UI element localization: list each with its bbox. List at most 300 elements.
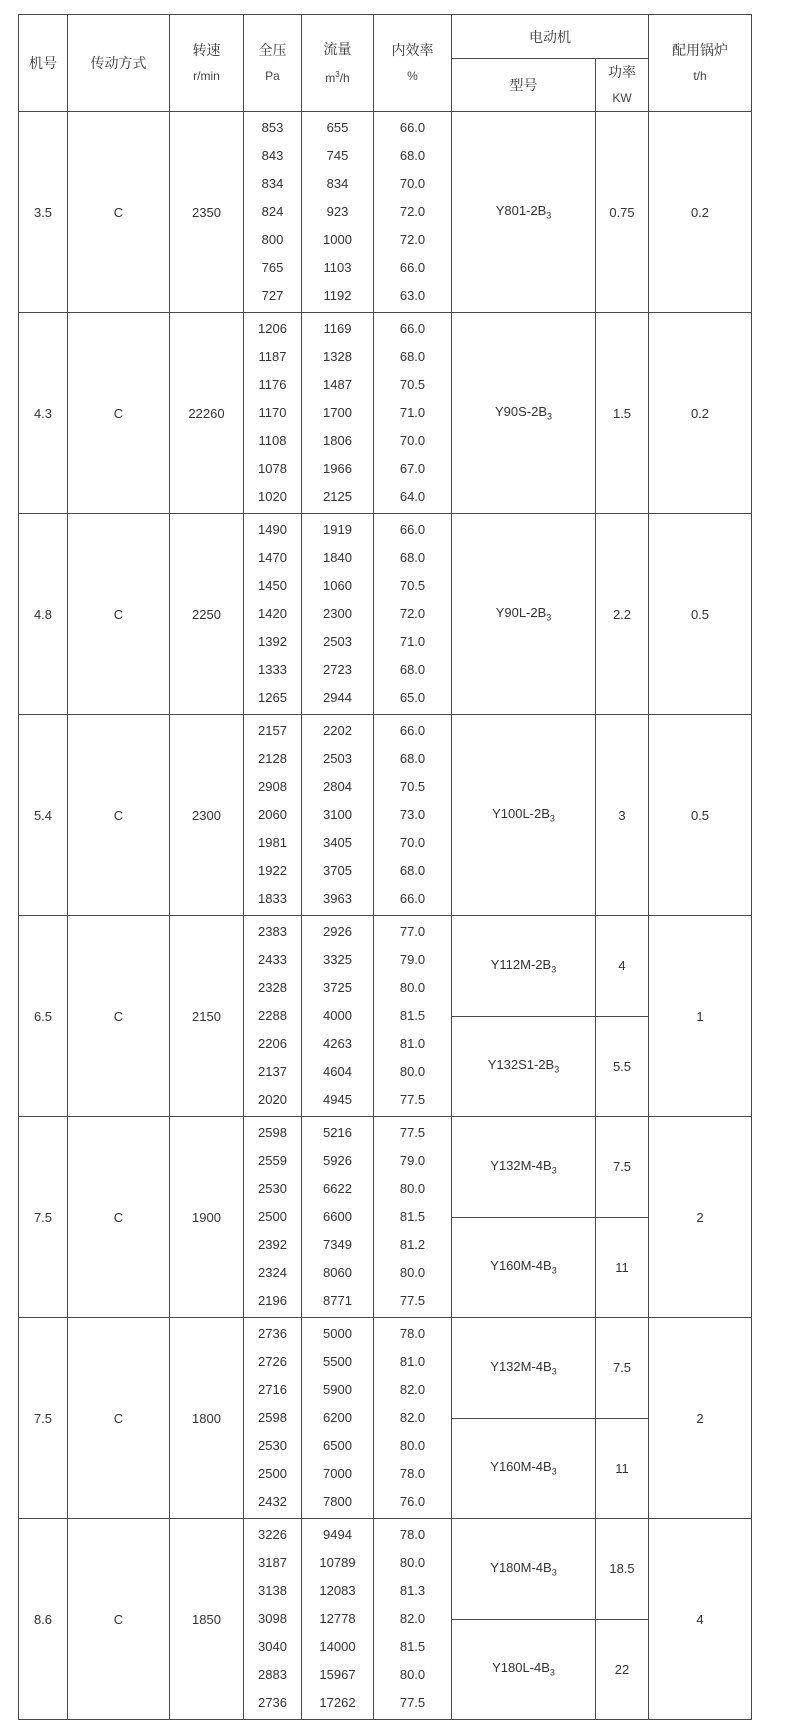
- speed-cell: [170, 514, 244, 715]
- col-header-motor: [452, 15, 649, 59]
- efficiency-cell-value: 63.0: [399, 288, 426, 303]
- efficiency-cell-value: 70.5: [399, 578, 426, 593]
- header-model-no-label: 机号: [29, 55, 57, 71]
- speed-cell: [170, 1117, 244, 1318]
- model-no-cell-text: 7.5: [33, 1209, 53, 1225]
- model-no-cell-text: 4.8: [33, 606, 53, 622]
- flow-cell-value: 1700: [323, 405, 352, 420]
- efficiency-cell-value: 73.0: [399, 807, 426, 822]
- efficiency-cell-value: 81.2: [399, 1237, 426, 1252]
- header-drive-label: 传动方式: [90, 55, 147, 71]
- boiler-cell: [649, 313, 752, 514]
- flow-cell-value: 7000: [323, 1466, 352, 1481]
- flow-cell-value: 1919: [323, 522, 352, 537]
- table-row: [19, 1117, 752, 1218]
- model-no-cell-text: 7.5: [33, 1410, 53, 1426]
- drive-cell: [68, 112, 170, 313]
- efficiency-cell: [374, 112, 452, 313]
- efficiency-cell-value: 76.0: [399, 1494, 426, 1509]
- flow-cell-value: 4945: [323, 1092, 352, 1107]
- boiler-cell-text: 0.2: [690, 405, 710, 421]
- pressure-cell-value: 2530: [258, 1438, 287, 1453]
- flow-cell-value: 15967: [319, 1667, 356, 1682]
- drive-cell-text: C: [113, 807, 124, 823]
- boiler-cell-text: 0.5: [690, 807, 710, 823]
- col-header-drive: [68, 15, 170, 112]
- table-row: [19, 514, 752, 715]
- flow-cell-value: 2926: [323, 924, 352, 939]
- power-cell: [596, 1217, 649, 1318]
- efficiency-cell-value: 65.0: [399, 690, 426, 705]
- drive-cell: [68, 1318, 170, 1519]
- pressure-cell-value: 1020: [258, 489, 287, 504]
- flow-cell-value: 6600: [323, 1209, 352, 1224]
- power-cell: [596, 1318, 649, 1419]
- flow-cell: [302, 715, 374, 916]
- table-row: [19, 715, 752, 916]
- pressure-cell-value: 1981: [258, 835, 287, 850]
- boiler-cell-text: 2: [696, 1209, 704, 1225]
- motor-model-subscript: 3: [551, 1266, 557, 1277]
- pressure-cell-value: 1450: [258, 578, 287, 593]
- drive-cell-text: C: [113, 1209, 124, 1225]
- flow-cell-value: 14000: [319, 1639, 356, 1654]
- pressure-cell-value: 2736: [258, 1326, 287, 1341]
- speed-cell: [170, 112, 244, 313]
- boiler-cell: [649, 916, 752, 1117]
- pressure-cell-value: 1833: [258, 891, 287, 906]
- efficiency-cell-value: 80.0: [399, 1064, 426, 1079]
- flow-cell-value: 5500: [323, 1354, 352, 1369]
- pressure-cell-value: 2559: [258, 1153, 287, 1168]
- speed-cell-text: 1900: [192, 1209, 221, 1225]
- boiler-cell-text: 1: [696, 1008, 704, 1024]
- pressure-cell-value: 1392: [258, 634, 287, 649]
- pressure-cell-value: 1206: [258, 321, 287, 336]
- header-motor-label: 电动机: [529, 28, 571, 45]
- pressure-cell-value: 1265: [258, 690, 287, 705]
- motor-model-subscript: 3: [551, 964, 557, 975]
- efficiency-cell: [374, 313, 452, 514]
- efficiency-cell-value: 81.5: [399, 1639, 426, 1654]
- efficiency-cell-value: 66.0: [399, 522, 426, 537]
- speed-cell-text: 2350: [192, 204, 221, 220]
- pressure-cell: [244, 916, 302, 1117]
- boiler-cell: [649, 514, 752, 715]
- power-cell-text: 0.75: [609, 204, 635, 220]
- pressure-cell: [244, 313, 302, 514]
- flow-cell-value: 3325: [323, 952, 352, 967]
- efficiency-cell: [374, 1519, 452, 1720]
- boiler-cell-text: 2: [696, 1410, 704, 1426]
- pressure-cell-value: 2383: [258, 924, 287, 939]
- efficiency-cell: [374, 1318, 452, 1519]
- flow-cell-value: 6622: [323, 1181, 352, 1196]
- efficiency-cell-value: 82.0: [399, 1410, 426, 1425]
- pressure-cell-value: 2726: [258, 1354, 287, 1369]
- power-cell-text: 18.5: [609, 1561, 635, 1577]
- efficiency-cell-value: 66.0: [399, 321, 426, 336]
- drive-cell-text: C: [113, 1008, 124, 1024]
- efficiency-cell-value: 72.0: [399, 606, 426, 621]
- pressure-cell-value: 2736: [258, 1695, 287, 1710]
- flow-cell-value: 7800: [323, 1494, 352, 1509]
- efficiency-cell-value: 71.0: [399, 634, 426, 649]
- header-power-unit: KW: [612, 91, 632, 105]
- motor-model-cell: [452, 112, 596, 313]
- header-flow-unit: $m^3/h$: [325, 69, 350, 85]
- flow-cell-value: 2944: [323, 690, 352, 705]
- flow-cell-value: 2804: [323, 779, 352, 794]
- header-motor-model-label: 型号: [509, 77, 538, 93]
- pressure-cell-value: 2433: [258, 952, 287, 967]
- pressure-cell-value: 2716: [258, 1382, 287, 1397]
- motor-model-subscript: 3: [549, 1668, 555, 1679]
- flow-cell-value: 1966: [323, 461, 352, 476]
- speed-cell-text: 2150: [192, 1008, 221, 1024]
- efficiency-cell-value: 66.0: [399, 891, 426, 906]
- boiler-cell: [649, 1318, 752, 1519]
- pressure-cell-value: 2500: [258, 1209, 287, 1224]
- drive-cell: [68, 715, 170, 916]
- efficiency-cell: [374, 916, 452, 1117]
- flow-cell: [302, 514, 374, 715]
- flow-cell-value: 834: [326, 176, 349, 191]
- pressure-cell: [244, 1519, 302, 1720]
- efficiency-cell-value: 80.0: [399, 1667, 426, 1682]
- flow-cell-value: 2125: [323, 489, 352, 504]
- efficiency-cell-value: 68.0: [399, 148, 426, 163]
- motor-model-cell: [452, 1016, 596, 1117]
- pressure-cell-value: 1333: [258, 662, 287, 677]
- efficiency-cell-value: 81.5: [399, 1008, 426, 1023]
- flow-cell-value: 8060: [323, 1265, 352, 1280]
- pressure-cell-value: 1470: [258, 550, 287, 565]
- efficiency-cell-value: 77.5: [399, 1695, 426, 1710]
- efficiency-cell-value: 80.0: [399, 1181, 426, 1196]
- flow-cell-value: 12083: [319, 1583, 356, 1598]
- power-cell: [596, 1619, 649, 1720]
- flow-cell-value: 655: [326, 120, 349, 135]
- efficiency-cell-value: 80.0: [399, 980, 426, 995]
- speed-cell-text: 2250: [192, 606, 221, 622]
- efficiency-cell-value: 66.0: [399, 723, 426, 738]
- flow-cell-value: 3705: [323, 863, 352, 878]
- pressure-cell-value: 2137: [258, 1064, 287, 1079]
- power-cell-text: 5.5: [612, 1058, 632, 1074]
- col-header-pressure: [244, 15, 302, 112]
- header-efficiency-label: 内效率: [391, 42, 434, 58]
- pressure-cell-value: 1490: [258, 522, 287, 537]
- speed-cell-text: 2300: [192, 807, 221, 823]
- pressure-cell-value: 2908: [258, 779, 287, 794]
- efficiency-cell: [374, 1117, 452, 1318]
- header-speed-label: 转速: [192, 42, 221, 58]
- efficiency-cell-value: 70.0: [399, 433, 426, 448]
- model-no-cell-text: 6.5: [33, 1008, 53, 1024]
- pressure-cell-value: 2206: [258, 1036, 287, 1051]
- col-header-power: [596, 59, 649, 112]
- header-speed-unit: r/min: [193, 69, 220, 83]
- motor-model-subscript: 3: [546, 612, 552, 623]
- model-no-cell-text: 3.5: [33, 204, 53, 220]
- efficiency-cell-value: 66.0: [399, 120, 426, 135]
- table-row: [19, 1318, 752, 1419]
- motor-model-subscript: 3: [547, 411, 553, 422]
- efficiency-cell-value: 77.5: [399, 1125, 426, 1140]
- motor-model-cell: [452, 715, 596, 916]
- col-header-efficiency: [374, 15, 452, 112]
- power-cell-text: 7.5: [612, 1159, 632, 1175]
- flow-cell-value: 1328: [323, 349, 352, 364]
- pressure-cell-value: 1922: [258, 863, 287, 878]
- efficiency-cell-value: 82.0: [399, 1382, 426, 1397]
- flow-cell-value: 4604: [323, 1064, 352, 1079]
- power-cell-text: 11: [615, 1460, 629, 1476]
- efficiency-cell-value: 71.0: [399, 405, 426, 420]
- efficiency-cell: [374, 715, 452, 916]
- header-boiler-label: 配用锅炉: [672, 42, 728, 58]
- table-body: [19, 15, 752, 1720]
- model-no-cell: [19, 514, 68, 715]
- fan-spec-table: [18, 14, 752, 1720]
- efficiency-cell-value: 70.0: [399, 835, 426, 850]
- motor-model-cell: [452, 1519, 596, 1620]
- drive-cell-text: C: [113, 204, 124, 220]
- header-efficiency-unit: %: [407, 69, 418, 83]
- flow-cell-value: 2503: [323, 751, 352, 766]
- pressure-cell-value: 1078: [258, 461, 287, 476]
- power-cell: [596, 916, 649, 1017]
- efficiency-cell-value: 77.5: [399, 1293, 426, 1308]
- motor-model-cell: [452, 1117, 596, 1218]
- efficiency-cell-value: 68.0: [399, 863, 426, 878]
- efficiency-cell-value: 81.3: [399, 1583, 426, 1598]
- efficiency-cell-value: 66.0: [399, 260, 426, 275]
- speed-cell: [170, 1318, 244, 1519]
- drive-cell-text: C: [113, 1611, 124, 1627]
- pressure-cell-value: 834: [261, 176, 284, 191]
- pressure-cell: [244, 715, 302, 916]
- efficiency-cell-value: 64.0: [399, 489, 426, 504]
- drive-cell-text: C: [113, 606, 124, 622]
- flow-cell-value: 3100: [323, 807, 352, 822]
- efficiency-cell-value: 80.0: [399, 1438, 426, 1453]
- efficiency-cell-value: 81.0: [399, 1036, 426, 1051]
- motor-model-cell: [452, 1418, 596, 1519]
- pressure-cell: [244, 514, 302, 715]
- motor-model-text: Y100L-2B: [492, 806, 550, 822]
- speed-cell: [170, 1519, 244, 1720]
- pressure-cell: [244, 1318, 302, 1519]
- drive-cell: [68, 916, 170, 1117]
- motor-model-cell: [452, 1217, 596, 1318]
- pressure-cell-value: 2392: [258, 1237, 287, 1252]
- motor-model-text: Y180M-4B: [490, 1559, 552, 1575]
- model-no-cell: [19, 313, 68, 514]
- flow-cell-value: 3405: [323, 835, 352, 850]
- header-pressure-unit: Pa: [265, 69, 280, 83]
- power-cell: [596, 715, 649, 916]
- speed-cell: [170, 313, 244, 514]
- flow-cell-value: 17262: [319, 1695, 356, 1710]
- power-cell-text: 1.5: [612, 405, 632, 421]
- motor-model-subscript: 3: [551, 1567, 557, 1578]
- efficiency-cell-value: 68.0: [399, 662, 426, 677]
- flow-cell: [302, 1117, 374, 1318]
- efficiency-cell-value: 67.0: [399, 461, 426, 476]
- drive-cell: [68, 1519, 170, 1720]
- pressure-cell-value: 2500: [258, 1466, 287, 1481]
- motor-model-text: Y132S1-2B: [487, 1057, 555, 1073]
- flow-cell-value: 745: [326, 148, 349, 163]
- drive-cell: [68, 313, 170, 514]
- flow-cell-value: 9494: [323, 1527, 352, 1542]
- speed-cell-text: 1850: [192, 1611, 221, 1627]
- col-header-flow: [302, 15, 374, 112]
- motor-model-cell: [452, 916, 596, 1017]
- motor-model-cell: [452, 514, 596, 715]
- spec-table-container: [18, 14, 752, 1720]
- efficiency-cell-value: 79.0: [399, 1153, 426, 1168]
- efficiency-cell-value: 70.5: [399, 779, 426, 794]
- motor-model-subscript: 3: [546, 210, 552, 221]
- table-row: [19, 1519, 752, 1620]
- flow-cell: [302, 1519, 374, 1720]
- pressure-cell-value: 2328: [258, 980, 287, 995]
- efficiency-cell-value: 78.0: [399, 1466, 426, 1481]
- drive-cell-text: C: [113, 1410, 124, 1426]
- power-cell: [596, 313, 649, 514]
- power-cell-text: 22: [614, 1661, 630, 1677]
- pressure-cell-value: 2598: [258, 1125, 287, 1140]
- col-header-motor-model: [452, 59, 596, 112]
- model-no-cell: [19, 916, 68, 1117]
- table-row: [19, 112, 752, 313]
- efficiency-cell-value: 68.0: [399, 349, 426, 364]
- efficiency-cell-value: 72.0: [399, 232, 426, 247]
- speed-cell: [170, 916, 244, 1117]
- flow-cell-value: 12778: [319, 1611, 356, 1626]
- speed-cell-text: 1800: [192, 1410, 221, 1426]
- efficiency-cell-value: 72.0: [399, 204, 426, 219]
- pressure-cell-value: 3226: [258, 1527, 287, 1542]
- table-row: [19, 313, 752, 514]
- motor-model-subscript: 3: [551, 1366, 557, 1377]
- efficiency-cell-value: 80.0: [399, 1555, 426, 1570]
- efficiency-cell-value: 70.5: [399, 377, 426, 392]
- boiler-cell-text: 0.2: [690, 204, 710, 220]
- efficiency-cell-value: 78.0: [399, 1326, 426, 1341]
- motor-model-subscript: 3: [551, 1165, 557, 1176]
- flow-cell-value: 2503: [323, 634, 352, 649]
- model-no-cell: [19, 112, 68, 313]
- flow-cell-value: 2202: [323, 723, 352, 738]
- flow-cell-value: 1806: [323, 433, 352, 448]
- header-power-label: 功率: [608, 64, 636, 80]
- motor-model-text: Y801-2B: [495, 203, 547, 219]
- pressure-cell-value: 843: [261, 148, 284, 163]
- pressure-cell-value: 2288: [258, 1008, 287, 1023]
- power-cell: [596, 1117, 649, 1218]
- efficiency-cell-value: 80.0: [399, 1265, 426, 1280]
- flow-cell-value: 5926: [323, 1153, 352, 1168]
- motor-model-cell: [452, 313, 596, 514]
- power-cell: [596, 514, 649, 715]
- flow-cell-value: 6200: [323, 1410, 352, 1425]
- flow-cell-value: 5900: [323, 1382, 352, 1397]
- flow-cell: [302, 916, 374, 1117]
- pressure-cell-value: 853: [261, 120, 284, 135]
- pressure-cell-value: 1176: [258, 377, 287, 392]
- motor-model-subscript: 3: [554, 1065, 560, 1076]
- pressure-cell-value: 2157: [258, 723, 287, 738]
- pressure-cell-value: 2020: [258, 1092, 287, 1107]
- pressure-cell-value: 3040: [258, 1639, 287, 1654]
- flow-cell-value: 8771: [323, 1293, 352, 1308]
- model-no-cell-text: 4.3: [33, 405, 53, 421]
- flow-cell-value: 1000: [323, 232, 352, 247]
- efficiency-cell-value: 81.0: [399, 1354, 426, 1369]
- boiler-cell-text: 0.5: [690, 606, 710, 622]
- pressure-cell-value: 3187: [258, 1555, 287, 1570]
- power-cell-text: 2.2: [612, 606, 632, 622]
- power-cell: [596, 1418, 649, 1519]
- flow-cell-value: 3963: [323, 891, 352, 906]
- pressure-cell-value: 727: [261, 288, 284, 303]
- motor-model-text: Y132M-4B: [490, 1157, 552, 1173]
- boiler-cell: [649, 1117, 752, 1318]
- model-no-cell: [19, 1519, 68, 1720]
- pressure-cell-value: 3098: [258, 1611, 287, 1626]
- boiler-cell: [649, 715, 752, 916]
- motor-model-subscript: 3: [549, 813, 555, 824]
- pressure-cell-value: 1187: [258, 349, 287, 364]
- flow-cell-value: 1103: [323, 260, 352, 275]
- power-cell-text: 3: [618, 807, 626, 823]
- model-no-cell: [19, 715, 68, 916]
- pressure-cell-value: 2196: [258, 1293, 287, 1308]
- motor-model-text: Y160M-4B: [490, 1258, 552, 1274]
- model-no-cell-text: 5.4: [33, 807, 53, 823]
- flow-cell-value: 5000: [323, 1326, 352, 1341]
- boiler-cell: [649, 112, 752, 313]
- efficiency-cell-value: 70.0: [399, 176, 426, 191]
- header-row-top: [19, 15, 752, 59]
- header-flow-label: 流量: [323, 40, 352, 57]
- pressure-cell-value: 2060: [258, 807, 287, 822]
- power-cell-text: 4: [618, 958, 626, 974]
- power-cell: [596, 1519, 649, 1620]
- flow-cell-value: 1487: [323, 377, 352, 392]
- speed-cell-text: 22260: [188, 405, 225, 421]
- flow-cell-value: 10789: [319, 1555, 356, 1570]
- table-row: [19, 916, 752, 1017]
- motor-model-text: Y180L-4B: [492, 1660, 550, 1676]
- drive-cell-text: C: [113, 405, 124, 421]
- pressure-cell-value: 2432: [258, 1494, 287, 1509]
- motor-model-cell: [452, 1318, 596, 1419]
- motor-model-subscript: 3: [551, 1467, 557, 1478]
- header-pressure-label: 全压: [258, 42, 287, 58]
- efficiency-cell: [374, 514, 452, 715]
- speed-cell: [170, 715, 244, 916]
- pressure-cell-value: 765: [261, 260, 284, 275]
- flow-cell-value: 1192: [323, 288, 352, 303]
- power-cell: [596, 1016, 649, 1117]
- flow-cell: [302, 112, 374, 313]
- motor-model-text: Y90L-2B: [495, 605, 547, 621]
